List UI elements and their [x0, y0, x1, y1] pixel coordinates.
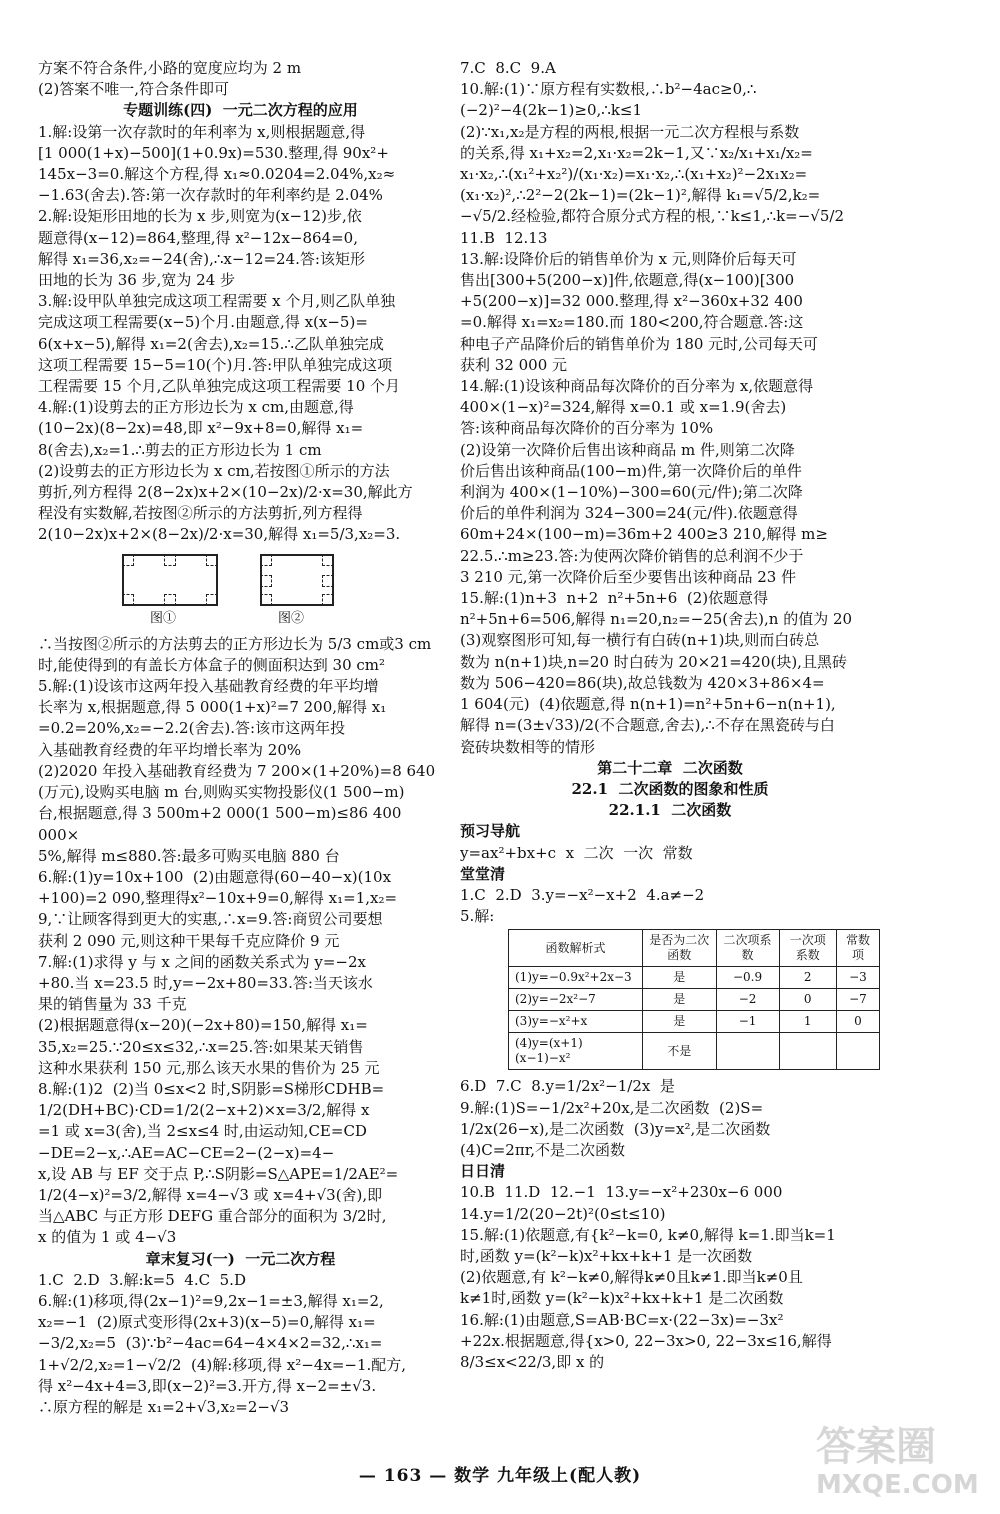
text-line: 解得 x₁=36,x₂=−24(舍),∴x−12=24.答:该矩形: [38, 249, 365, 268]
text-line: 3.解:设甲队单独完成这项工程需要 x 个月,则乙队单独: [38, 292, 396, 311]
text-line: 16.解:(1)由题意,S=AB·BC=x·(22−3x)=−3x²: [460, 1310, 784, 1329]
table-row: [509, 967, 880, 989]
text-line: 14.解:(1)设该种商品每次降价的百分率为 x,依题意得: [460, 377, 814, 396]
watermark: [816, 1424, 996, 1510]
text-line: 的关系,得 x₁+x₂=2,x₁·x₂=2k−1,又∵x₂/x₁+x₁/x₂=: [460, 143, 813, 162]
text-line: 价后的单件利润为 324−300=24(元/件).依题意得: [460, 504, 798, 523]
table-cell: 是: [643, 989, 717, 1011]
table-cell: 是: [643, 967, 717, 989]
text-line: =1 或 x=3(舍),当 2≤x≤4 时,由运动知,CE=CD: [38, 1122, 367, 1141]
text-line: +22x.根据题意,得{x>0, 22−3x>0, 22−3x≤16,解得 8/3≤x<22/3,即 x 的: [460, 1331, 837, 1371]
text-line: 这项工程需要 15−5=10(个)月.答:甲队单独完成这项: [38, 355, 393, 374]
text-line: 1 604(元) (4)依题意,得 n(n+1)=n²+5n+6−n(n+1),: [460, 695, 836, 714]
text-line: 专题训练(四) 一元二次方程的应用: [123, 101, 358, 120]
table-cell: −7: [836, 989, 879, 1011]
text-line: 9,∵让顾客得到更大的实惠,∴x=9.答:商贸公司要想: [38, 910, 383, 929]
text-line: ∴当按图②所示的方法剪去的正方形边长为 5/3 cm或3 cm: [38, 634, 432, 653]
table-cell: −2: [716, 989, 779, 1011]
text-line: [1 000(1+x)−500](1+0.9x)=530.整理,得 90x²+: [38, 143, 389, 162]
text-line: 1/2(4−x)²=3/2,解得 x=4−√3 或 x=4+√3(舍),即: [38, 1185, 383, 1204]
left-text-block-1: [38, 58, 443, 546]
text-line: x,设 AB 与 EF 交于点 P,∴S阴影=S△APE=1/2AE²=: [38, 1164, 399, 1183]
text-line: 果的销售量为 33 千克: [38, 995, 187, 1014]
text-line: 5.解:(1)设该市这两年投入基础教育经费的年平均增: [38, 677, 379, 696]
text-line: x₁·x₂,∴(x₁²+x₂²)/(x₁·x₂)=x₁·x₂,∴(x₁+x₂)²−2x₁x₂=: [460, 165, 808, 184]
text-line: y=ax²+bx+c x 二次 一次 常数: [460, 843, 693, 862]
figure-2-rectangle: [260, 554, 334, 606]
text-line: 售出[300+5(200−x)]件,依题意,得(x−100)[300: [460, 271, 795, 290]
text-line: ∴原方程的解是 x₁=2+√3,x₂=2−√3: [38, 1397, 290, 1416]
table-cell: 1: [779, 1011, 836, 1033]
text-line: 田地的长为 36 步,宽为 24 步: [38, 271, 236, 290]
text-line: 台,根据题意,得 3 500m+2 000(1 500−m)≤86 400 000×: [38, 804, 407, 844]
text-line: 时,能使得到的有盖长方体盒子的侧面积达到 30 cm²: [38, 655, 386, 674]
text-line: 11.B 12.13: [460, 228, 548, 247]
section-title: 22.1 二次函数的图象和性质: [571, 779, 769, 798]
text-line: 5%,解得 m≤880.答:最多可购买电脑 880 台: [38, 846, 340, 865]
table-cell: −0.9: [716, 967, 779, 989]
text-line: 利润为 400×(1−10%)−300=60(元/件);第二次降: [460, 483, 803, 502]
text-line: 8.解:(1)2 (2)当 0≤x<2 时,S阴影=S梯形CDHB=: [38, 1079, 385, 1098]
text-line: (2)根据题意得(x−20)(−2x+80)=150,解得 x₁=: [38, 1016, 368, 1035]
text-line: 种电子产品降价后的销售单价为 180 元时,公司每天可: [460, 334, 818, 353]
text-line: 日日清: [460, 1162, 506, 1181]
table-cell: (4)y=(x+1)(x−1)−x²: [509, 1033, 643, 1070]
text-line: 数为 n(n+1)块,n=20 时白砖为 20×21=420(块),且黑砖: [460, 652, 847, 671]
text-line: 60m+24×(100−m)=36m+2 400≥3 210,解得 m≥: [460, 525, 828, 544]
table-cell: −3: [836, 967, 879, 989]
text-line: −1.63(舍去).答:第一次存款时的年利率约是 2.04%: [38, 186, 383, 205]
text-line: (2)设剪去的正方形边长为 x cm,若按图①所示的方法: [38, 461, 390, 480]
text-line: (2)依题意,有 k²−k≠0,解得k≠0且k≠1.即当k≠0且: [460, 1268, 803, 1287]
text-line: −√5/2.经检验,都符合原分式方程的根,∵k≤1,∴k=−√5/2: [460, 207, 845, 226]
text-line: 堂堂清: [460, 864, 506, 883]
text-line: 6(x+x−5),解得 x₁=2(舍去),x₂=15.∴乙队单独完成: [38, 334, 384, 353]
text-line: k≠1时,函数 y=(k²−k)x²+kx+k+1 是二次函数: [460, 1289, 784, 1308]
table-row: [509, 1033, 880, 1070]
text-line: 1.解:设第一次存款时的年利率为 x,则根据题意,得: [38, 122, 366, 141]
table-header: 一次项系数: [779, 930, 836, 967]
text-line: x₂=−1 (2)原式变形得(2x+3)(x−5)=0,解得 x₁=: [38, 1313, 376, 1332]
text-line: (2)设第一次降价后售出该种商品 m 件,则第二次降: [460, 440, 795, 459]
text-line: 完成这项工程需要(x−5)个月.由题意,得 x(x−5)=: [38, 313, 368, 332]
table-cell: [836, 1033, 879, 1070]
text-line: n²+5n+6=506,解得 n₁=20,n₂=−25(舍去),n 的值为 20: [460, 610, 853, 629]
text-line: 当△ABC 与正方形 DEFG 重合部分的面积为 3/2时,: [38, 1207, 387, 1226]
text-line: 剪折,列方程得 2(8−2x)x+2×(10−2x)/2·x=30,解此方: [38, 483, 413, 502]
text-line: −DE=2−x,∴AE=AC−CE=2−(2−x)=4−: [38, 1143, 335, 1162]
table-cell: 是: [643, 1011, 717, 1033]
text-line: 35,x₂=25.∵20≤x≤32,∴x=25.答:如果某天销售: [38, 1037, 364, 1056]
left-column: [38, 58, 443, 1418]
text-line: −3/2,x₂=5 (3)∵b²−4ac=64−4×4×2=32,∴x₁=: [38, 1334, 383, 1353]
text-line: =0.2=20%,x₂=−2.2(舍去).答:该市这两年投: [38, 719, 346, 738]
text-line: 瓷砖块数相等的情形: [460, 737, 596, 756]
text-line: +5(200−x)]=32 000.整理,得 x²−360x+32 400: [460, 292, 803, 311]
text-line: +80.当 x=23.5 时,y=−2x+80=33.答:当天该水: [38, 973, 373, 992]
text-line: 预习导航: [460, 822, 521, 841]
box-figures: [38, 550, 443, 630]
text-line: (x₁·x₂)²,∴2²−2(2k−1)=(2k−1)²,解得 k₁=√5/2,k₂=: [460, 186, 821, 205]
table-cell: 不是: [643, 1033, 717, 1070]
table-header: 函数解析式: [509, 930, 643, 967]
text-line: 22.5.∴m≥23.答:为使两次降价销售的总利润不少于: [460, 546, 804, 565]
text-line: 15.解:(1)依题意,有{k²−k=0, k≠0,解得 k=1.即当k=1: [460, 1225, 836, 1244]
text-line: 4.解:(1)设剪去的正方形边长为 x cm,由题意,得: [38, 398, 354, 417]
text-line: 入基础教育经费的年平均增长率为 20%: [38, 740, 302, 759]
table-header: 常数项: [836, 930, 879, 967]
text-line: 解得 n=(3±√33)/2(不合题意,舍去),∴不存在黑瓷砖与白: [460, 716, 835, 735]
text-line: (−2)²−4(2k−1)≥0,∴k≤1: [460, 101, 643, 120]
figure-1-rectangle: [122, 554, 218, 606]
text-line: 1.C 2.D 3.y=−x²−x+2 4.a≠−2: [460, 885, 705, 904]
table-row: [509, 989, 880, 1011]
right-column: [460, 58, 880, 1373]
text-line: (4)C=2πr,不是二次函数: [460, 1140, 625, 1159]
table-cell: 0: [836, 1011, 879, 1033]
text-line: 获利 2 090 元,则这种干果每千克应降价 9 元: [38, 931, 340, 950]
text-line: 15.解:(1)n+3 n+2 n²+5n+6 (2)依题意得: [460, 589, 769, 608]
text-line: 1+√2/2,x₂=1−√2/2 (4)解:移项,得 x²−4x=−1.配方,: [38, 1355, 407, 1374]
text-line: 章末复习(一) 一元二次方程: [145, 1249, 336, 1268]
text-line: =0.解得 x₁=x₂=180.而 180<200,符合题意.答:这: [460, 313, 804, 332]
figure-1-caption: 图①: [150, 610, 177, 626]
text-line: (万元),设购买电脑 m 台,则购买实物投影仪(1 500−m): [38, 783, 405, 802]
text-line: 14.y=1/2(20−2t)²(0≤t≤10): [460, 1204, 666, 1223]
left-text-block-2: [38, 634, 443, 1419]
text-line: 1/2x(26−x),是二次函数 (3)y=x²,是二次函数: [460, 1119, 771, 1138]
text-line: 1/2(DH+BC)·CD=1/2(2−x+2)×x=3/2,解得 x: [38, 1101, 370, 1120]
page-footer: — 163 — 数学 九年级上(配人教): [358, 1466, 642, 1486]
right-text-block-1: [460, 58, 880, 758]
table-body: [509, 967, 880, 1070]
chapter-title: 第二十二章 二次函数: [597, 758, 743, 777]
text-line: 答:该种商品每次降价的百分率为 10%: [460, 419, 714, 438]
table-cell: (2)y=−2x²−7: [509, 989, 643, 1011]
text-line: 题意得(x−12)=864,整理,得 x²−12x−864=0,: [38, 228, 358, 247]
table-header: 二次项系数: [716, 930, 779, 967]
text-line: 3 210 元,第一次降价后至少要售出该种商品 23 件: [460, 567, 797, 586]
text-line: 2.解:设矩形田地的长为 x 步,则宽为(x−12)步,依: [38, 207, 362, 226]
table-header: 是否为二次函数: [643, 930, 717, 967]
text-line: 13.解:设降价后的销售单价为 x 元,则降价后每天可: [460, 249, 797, 268]
text-line: 6.解:(1)移项,得(2x−1)²=9,2x−1=±3,解得 x₁=2,: [38, 1291, 384, 1310]
text-line: 9.解:(1)S=−1/2x²+20x,是二次函数 (2)S=: [460, 1098, 764, 1117]
text-line: 400×(1−x)²=324,解得 x=0.1 或 x=1.9(舍去): [460, 398, 787, 417]
text-line: 方案不符合条件,小路的宽度应均为 2 m: [38, 59, 302, 77]
text-line: x 的值为 1 或 4−√3: [38, 1228, 177, 1247]
text-line: 工程需要 15 个月,乙队单独完成这项工程需要 10 个月: [38, 377, 401, 396]
table-cell: (1)y=−0.9x²+2x−3: [509, 967, 643, 989]
text-line: (3)观察图形可知,每一横行有白砖(n+1)块,则而白砖总: [460, 631, 820, 650]
text-line: 1.C 2.D 3.解:k=5 4.C 5.D: [38, 1270, 246, 1289]
table-cell: [716, 1033, 779, 1070]
text-line: 145x−3=0.解这个方程,得 x₁≈0.0204=2.04%,x₂≈: [38, 165, 396, 184]
text-line: 5.解:: [460, 907, 495, 926]
table-row: [509, 1011, 880, 1033]
text-line: 7.解:(1)求得 y 与 x 之间的函数关系式为 y=−2x: [38, 952, 367, 971]
text-line: 价后售出该种商品(100−m)件,第一次降价后的单件: [460, 461, 802, 480]
text-line: (2)答案不唯一,符合条件即可: [38, 80, 230, 99]
right-text-block-2: [460, 821, 880, 927]
watermark-logo: 答案圈: [816, 1424, 936, 1470]
text-line: (10−2x)(8−2x)=48,即 x²−9x+8=0,解得 x₁=: [38, 419, 364, 438]
table-cell: (3)y=−x²+x: [509, 1011, 643, 1033]
table-cell: −1: [716, 1011, 779, 1033]
subsection-title: 22.1.1 二次函数: [608, 801, 732, 820]
table-cell: 0: [779, 989, 836, 1011]
text-line: 得 x²−4x+4=3,即(x−2)²=3.开方,得 x−2=±√3.: [38, 1376, 377, 1395]
text-line: 2(10−2x)x+2×(8−2x)/2·x=30,解得 x₁=5/3,x₂=3.: [38, 525, 401, 544]
right-text-block-3: [460, 1076, 880, 1373]
text-line: 6.解:(1)y=10x+100 (2)由题意得(60−40−x)(10x: [38, 867, 392, 886]
text-line: (2)2020 年投入基础教育经费为 7 200×(1+20%)=8 640: [38, 761, 436, 780]
text-line: 时,函数 y=(k²−k)x²+kx+k+1 是一次函数: [460, 1246, 753, 1265]
table-cell: 2: [779, 967, 836, 989]
text-line: +100)=2 090,整理得x²−10x+9=0,解得 x₁=1,x₂=: [38, 889, 398, 908]
text-line: 10.解:(1)∵原方程有实数根,∴b²−4ac≥0,∴: [460, 80, 757, 99]
text-line: 获利 32 000 元: [460, 355, 568, 374]
watermark-url: MXQE.COM: [816, 1470, 979, 1500]
table-cell: [779, 1033, 836, 1070]
text-line: 长率为 x,根据题意,得 5 000(1+x)²=7 200,解得 x₁: [38, 698, 387, 717]
text-line: 8(舍去),x₂=1.∴剪去的正方形边长为 1 cm: [38, 440, 322, 459]
text-line: 10.B 11.D 12.−1 13.y=−x²+230x−6 000: [460, 1183, 783, 1202]
function-table: [508, 929, 880, 1070]
text-line: 这种水果获利 150 元,那么该天水果的售价为 25 元: [38, 1058, 380, 1077]
table-header-row: [509, 930, 880, 967]
text-line: 7.C 8.C 9.A: [460, 59, 556, 77]
text-line: 数为 506−420=86(块),故总钱数为 420×3+86×4=: [460, 673, 825, 692]
text-line: 6.D 7.C 8.y=1/2x²−1/2x 是: [460, 1077, 675, 1096]
text-line: (2)∵x₁,x₂是方程的两根,根据一元二次方程根与系数: [460, 122, 800, 141]
text-line: 程没有实数解,若按图②所示的方法剪折,列方程得: [38, 504, 363, 523]
figure-2-caption: 图②: [278, 610, 305, 626]
